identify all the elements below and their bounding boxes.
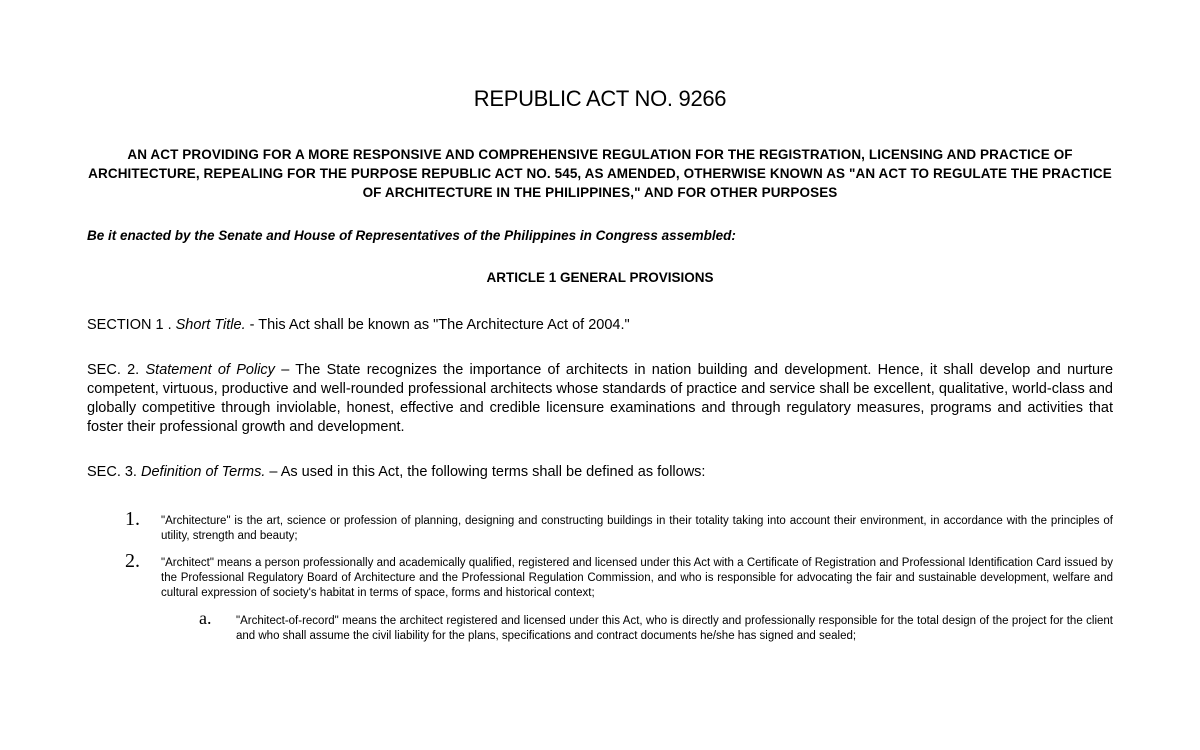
section-1-title: Short Title.	[175, 317, 246, 333]
document-title: REPUBLIC ACT NO. 9266	[473, 86, 727, 111]
definition-2-marker: 2.	[125, 550, 140, 572]
section-3-label: SEC. 3.	[87, 464, 137, 480]
sub-definition-a-text: "Architect-of-record" means the architect registered and licensed under this Act, who is directly and professionally responsible for the total design of the project for the client and who shall assume the civil liability for the plans, specifications and contract documents he/she has signed and sealed;	[236, 615, 1113, 642]
document-subtitle: AN ACT PROVIDING FOR A MORE RESPONSIVE AND COMPREHENSIVE REGULATION FOR THE REGISTRATION, LICENSING AND PRACTICE OF ARCHITECTURE, REPEALING FOR THE PURPOSE REPUBLIC ACT NO. 545, AS AMENDED, OTHERWISE KNOWN AS "AN ACT TO REGULATE THE PRACTICE OF ARCHITECTURE IN THE PHILIPPINES," AND FOR OTHER PURPOSES	[88, 147, 1112, 200]
section-3-body: – As used in this Act, the following terms shall be defined as follows:	[265, 464, 706, 480]
section-2-title: Statement of Policy	[145, 362, 275, 378]
sub-definition-a-marker: a.	[199, 608, 212, 628]
definition-1-text: "Architecture" is the art, science or profession of planning, designing and constructing buildings in their totality taking into account their environment, in accordance with the principles of utility, strength and beauty;	[161, 515, 1113, 542]
section-2-body: – The State recognizes the importance of architects in nation building and development. Hence, it shall develop and nurture competent, virtuous, productive and well-rounded professional architects whose standards of practice and service shall be excellent, qualitative, world-class and globally competitive through inviolable, honest, effective and credible licensure examinations and through regulatory measures, programs and activities that foster their professional growth and development.	[87, 362, 1114, 435]
section-3	[87, 463, 1113, 482]
section-1-body: - This Act shall be known as "The Architecture Act of 2004."	[245, 317, 630, 333]
section-1-label: SECTION 1 .	[87, 317, 172, 333]
section-3-title: Definition of Terms.	[141, 464, 266, 480]
article-heading: ARTICLE 1 GENERAL PROVISIONS	[486, 270, 714, 285]
enacting-clause: Be it enacted by the Senate and House of Representatives of the Philippines in Congress assembled:	[87, 228, 736, 243]
definition-1-marker: 1.	[125, 508, 140, 530]
section-2-label: SEC. 2.	[87, 362, 140, 378]
section-2	[87, 361, 1113, 437]
document-page	[87, 0, 1113, 750]
section-1	[87, 316, 1113, 335]
definition-2-text: "Architect" means a person professionally and academically qualified, registered and licensed under this Act with a Certificate of Registration and Professional Identification Card issued by the Professional Regulatory Board of Architecture and the Professional Regulation Commission, and who is responsible for advocating the fair and sustainable development, welfare and cultural expression of society's habitat in terms of space, forms and historical context;	[161, 557, 1113, 599]
